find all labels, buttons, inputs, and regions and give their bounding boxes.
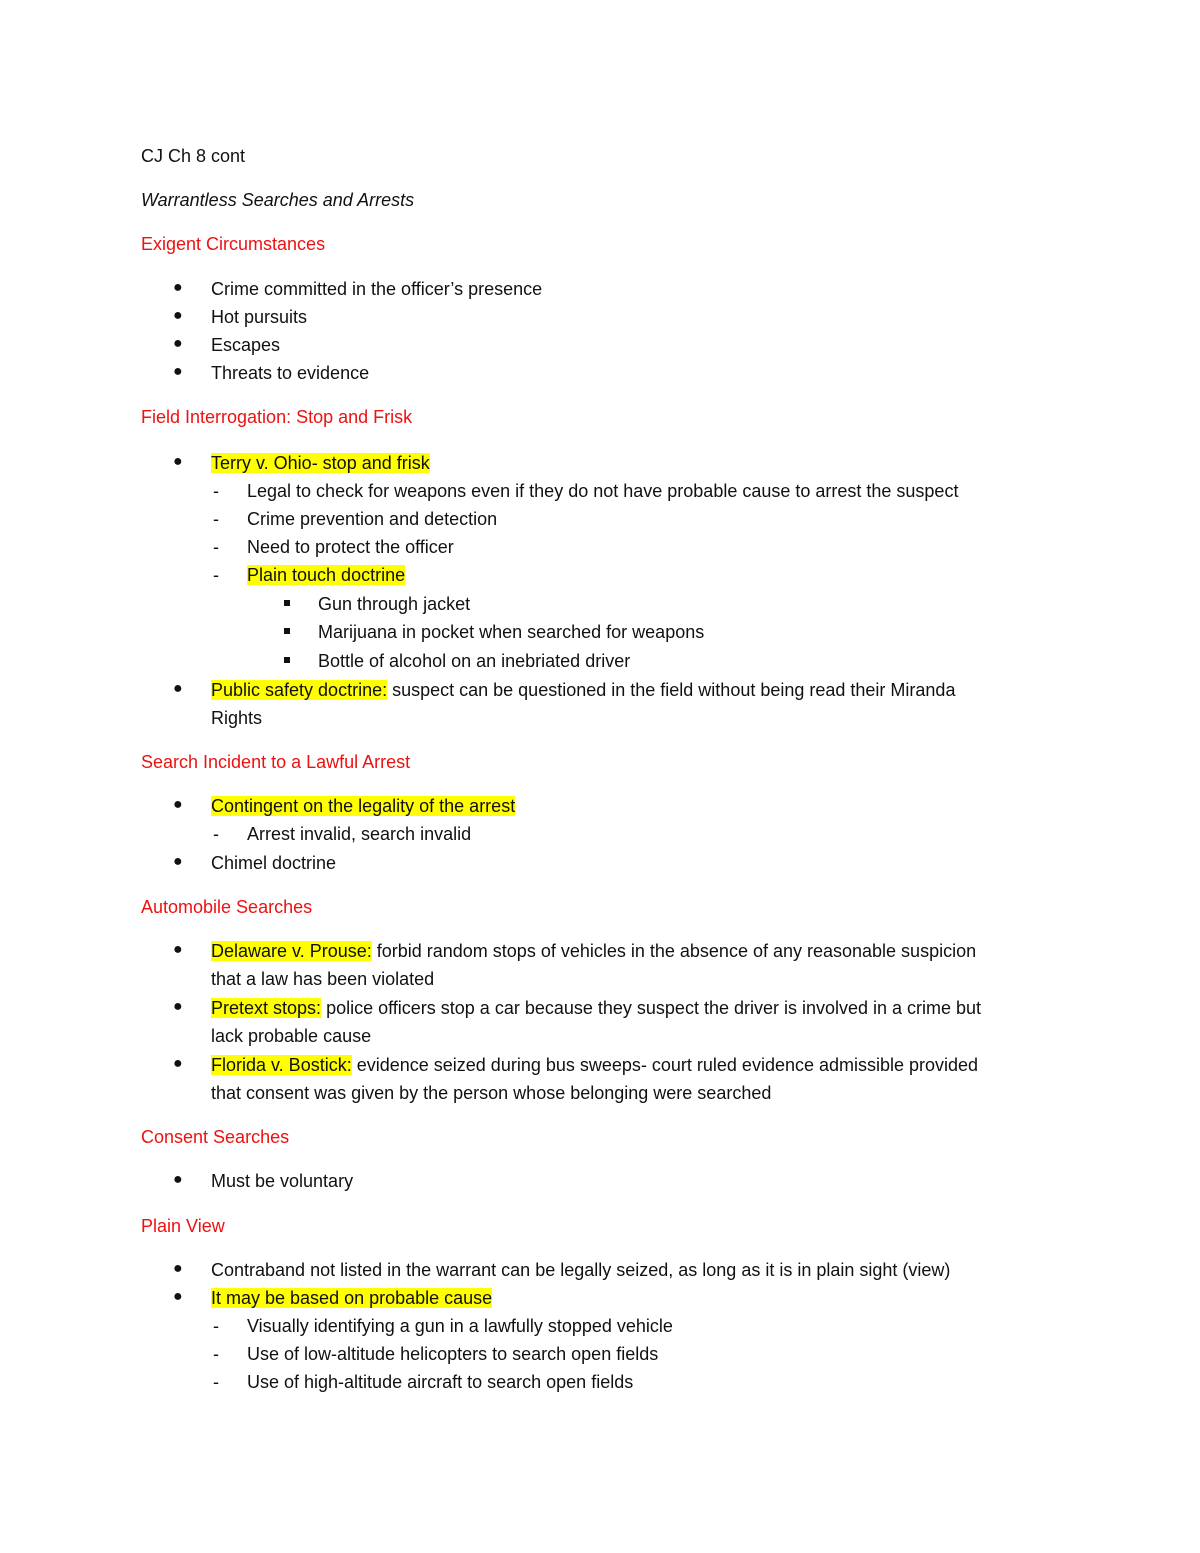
section-heading-field-interrogation: Field Interrogation: Stop and Frisk	[141, 407, 413, 427]
item-text: evidence seized during bus sweeps- court ruled evidence admissible provided	[351, 1055, 979, 1075]
list-item: Threats to evidence	[211, 363, 370, 383]
bullet-icon: ●	[173, 363, 183, 380]
sub-sub-list-item: Marijuana in pocket when searched for weapons	[318, 622, 705, 642]
list-item-continuation: Rights	[211, 708, 263, 728]
list-item: Escapes	[211, 335, 281, 355]
dash-marker: -	[213, 509, 219, 529]
sub-list-item: Arrest invalid, search invalid	[247, 824, 472, 844]
square-bullet-icon	[284, 628, 290, 634]
item-text: suspect can be questioned in the field without being read their Miranda	[387, 680, 956, 700]
bullet-icon: ●	[173, 1055, 183, 1072]
sub-list-item: Need to protect the officer	[247, 537, 454, 557]
document-title: CJ Ch 8 cont	[141, 146, 246, 166]
highlighted-term: Public safety doctrine:	[211, 680, 388, 700]
bullet-icon: ●	[173, 853, 183, 870]
bullet-icon: ●	[173, 307, 183, 324]
bullet-icon: ●	[173, 1171, 183, 1188]
item-text: forbid random stops of vehicles in the absence of any reasonable suspicion	[371, 941, 977, 961]
dash-marker: -	[213, 537, 219, 557]
list-item	[211, 1053, 978, 1077]
list-item	[211, 678, 955, 702]
bullet-icon: ●	[173, 453, 183, 470]
section-heading-automobile: Automobile Searches	[141, 897, 313, 917]
list-item	[211, 939, 976, 963]
square-bullet-icon	[284, 600, 290, 606]
list-item: Chimel doctrine	[211, 853, 337, 873]
section-heading-exigent: Exigent Circumstances	[141, 234, 326, 254]
dash-marker: -	[213, 481, 219, 501]
list-item-continuation: lack probable cause	[211, 1026, 372, 1046]
list-item	[211, 794, 515, 818]
list-item: Must be voluntary	[211, 1171, 354, 1191]
sub-list-item	[247, 563, 405, 587]
bullet-icon: ●	[173, 941, 183, 958]
sub-sub-list-item: Gun through jacket	[318, 594, 471, 614]
sub-list-item: Visually identifying a gun in a lawfully stopped vehicle	[247, 1316, 673, 1336]
sub-list-item: Legal to check for weapons even if they do not have probable cause to arrest the suspect	[247, 481, 959, 501]
list-item-continuation: that consent was given by the person whose belonging were searched	[211, 1083, 772, 1103]
dash-marker: -	[213, 1372, 219, 1392]
sub-list-item: Use of high-altitude aircraft to search open fields	[247, 1372, 634, 1392]
bullet-icon: ●	[173, 335, 183, 352]
square-bullet-icon	[284, 657, 290, 663]
sub-sub-list-item: Bottle of alcohol on an inebriated driver	[318, 651, 631, 671]
list-item: Crime committed in the officer’s presence	[211, 279, 543, 299]
list-item	[211, 996, 981, 1020]
bullet-icon: ●	[173, 998, 183, 1015]
section-heading-consent: Consent Searches	[141, 1127, 290, 1147]
list-item	[211, 451, 430, 475]
bullet-icon: ●	[173, 1288, 183, 1305]
dash-marker: -	[213, 1344, 219, 1364]
highlighted-term: Florida v. Bostick:	[211, 1055, 352, 1075]
bullet-icon: ●	[173, 1260, 183, 1277]
list-item	[211, 1286, 492, 1310]
list-item: Hot pursuits	[211, 307, 308, 327]
list-item-continuation: that a law has been violated	[211, 969, 435, 989]
sub-list-item: Crime prevention and detection	[247, 509, 498, 529]
section-heading-search-incident: Search Incident to a Lawful Arrest	[141, 752, 411, 772]
bullet-icon: ●	[173, 796, 183, 813]
highlighted-term: Terry v. Ohio- stop and frisk	[211, 453, 430, 473]
bullet-icon: ●	[173, 680, 183, 697]
dash-marker: -	[213, 565, 219, 585]
highlighted-term: It may be based on probable cause	[211, 1288, 493, 1308]
document-subtitle: Warrantless Searches and Arrests	[141, 190, 415, 210]
dash-marker: -	[213, 824, 219, 844]
list-item: Contraband not listed in the warrant can be legally seized, as long as it is in plain sight (view)	[211, 1260, 951, 1280]
highlighted-term: Pretext stops:	[211, 998, 322, 1018]
bullet-icon: ●	[173, 279, 183, 296]
highlighted-term: Delaware v. Prouse:	[211, 941, 372, 961]
sub-list-item: Use of low-altitude helicopters to search open fields	[247, 1344, 659, 1364]
highlighted-term: Contingent on the legality of the arrest	[211, 796, 516, 816]
dash-marker: -	[213, 1316, 219, 1336]
item-text: police officers stop a car because they suspect the driver is involved in a crime but	[321, 998, 982, 1018]
section-heading-plain-view: Plain View	[141, 1216, 225, 1236]
highlighted-term: Plain touch doctrine	[247, 565, 406, 585]
